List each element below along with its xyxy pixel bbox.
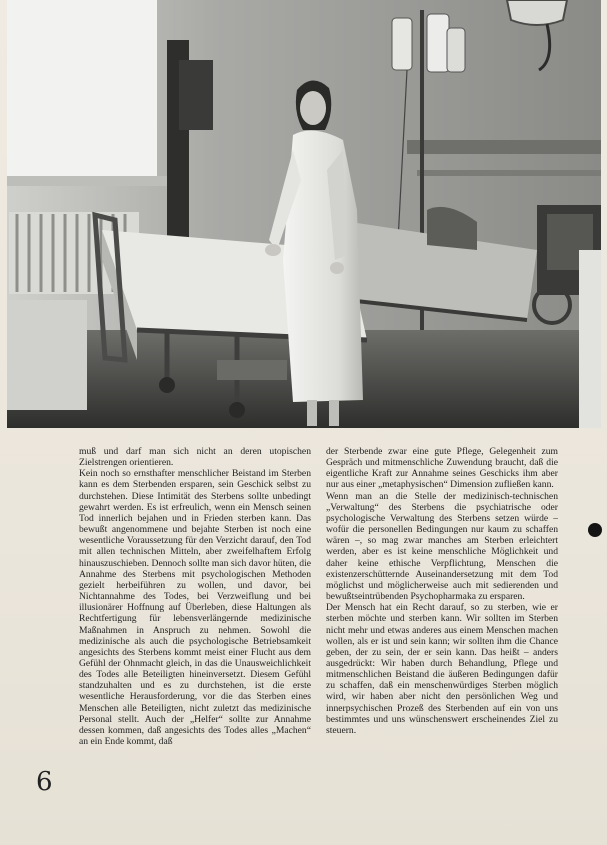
- paragraph: Kein noch so ernsthafter menschlicher Beistand im Sterben kann es dem Sterbenden ersparen, sein Geschick selbst zu durchstehen. Diese Intimität des Sterbens sollte unbedingt gewahrt werden. Es ist erfreulich, wenn ein Mensch seinen Tod innerlich bejahen und in Frieden sterben kann. Das bewußt angenommene und bejahte Sterben ist noch eine wesentliche Voraussetzung für den Verzicht darauf, den Tod mit allen technischen Mitteln, aber zweifelhaftem Erfolg hinauszuschieben. Dennoch sollte man sich davor hüten, die Annahme des Sterbens mit psychologischen Methoden gezielt herbeiführen zu wollen, und davor, bei Nichtannahme des Todes, bei Verzweiflung und bei illusionärer Hoffnung auf Überleben, diese Haltungen als Rechtfertigung für lebensverlängernde medizinische Maßnahmen in Anspruch zu nehmen. Sowohl die medizinische als auch die psychologische Betriebsamkeit angesichts des Sterbens kommt meist einer Flucht aus dem Gefühl der Ohnmacht gleich, in das die Unausweichlichkeit des Todes alle Beteiligten hineinversetzt. Diesem Gefühl standzuhalten und es zu durchstehen, ist die erste wesentliche Herausforderung, vor die das Sterben eines Menschen alle Beteiligten, nicht zuletzt das medizinische Personal stellt. Auch der „Helfer“ sollte zur Annahme dessen kommen, daß angesichts des Todes alles „Machen“ an ein Ende kommt, daß: [79, 468, 311, 748]
- paragraph: der Sterbende zwar eine gute Pflege, Gelegenheit zum Gespräch und mitmenschliche Zuwendung braucht, daß die eigentliche Kraft zur Annahme seines Geschicks ihm aber nur aus einer „metaphysischen“ Dimension zufließen kann.: [326, 446, 558, 491]
- hospital-photo: [7, 0, 601, 428]
- binder-hole: [588, 523, 602, 537]
- text-column-left: [79, 446, 311, 808]
- paragraph: Wenn man an die Stelle der medizinisch-technischen „Verwaltung“ des Sterbens die psychiatrische oder psychologische Verwaltung des Sterbens setzen würde – wofür die personellen Bedingungen nur kaum zu schaffen wären –, so mag zwar manches am Sterben erleichtert werden, aber es ist keine menschliche Möglichkeit und daher keine ethische Verpflichtung, Menschen die existenzerschütternde Auseinandersetzung mit dem Tod möglichst und möglicherweise auch mit sedierenden und bewußtseintrübenden Psychopharmaka zu ersparen.: [326, 490, 558, 603]
- page-number: 6: [36, 767, 53, 797]
- text-column-right: [326, 446, 558, 808]
- paragraph: Der Mensch hat ein Recht darauf, so zu sterben, wie er sterben möchte und sterben kann. Wir sollten im Sterben nicht mehr und etwas anderes aus einem Menschen machen wollen, als er ist und sein kann; wir sollten ihm die Chance geben, der zu sein, der er sein kann. Das heißt – anders ausgedrückt: Wir haben durch Behandlung, Pflege und mitmenschlichen Beistand die äußeren Bedingungen dafür zu schaffen, daß ein menschenwürdiges Sterben möglich wird, wir haben aber nicht den persönlichen Weg und innerpsychischen Prozeß des Sterbenden auf ein von uns bestimmtes und uns wünschenswert erscheinendes Ziel zu steuern.: [326, 602, 558, 736]
- paragraph: muß und darf man sich nicht an deren utopischen Zielstrengen orientieren.: [79, 446, 311, 469]
- window: [7, 0, 157, 180]
